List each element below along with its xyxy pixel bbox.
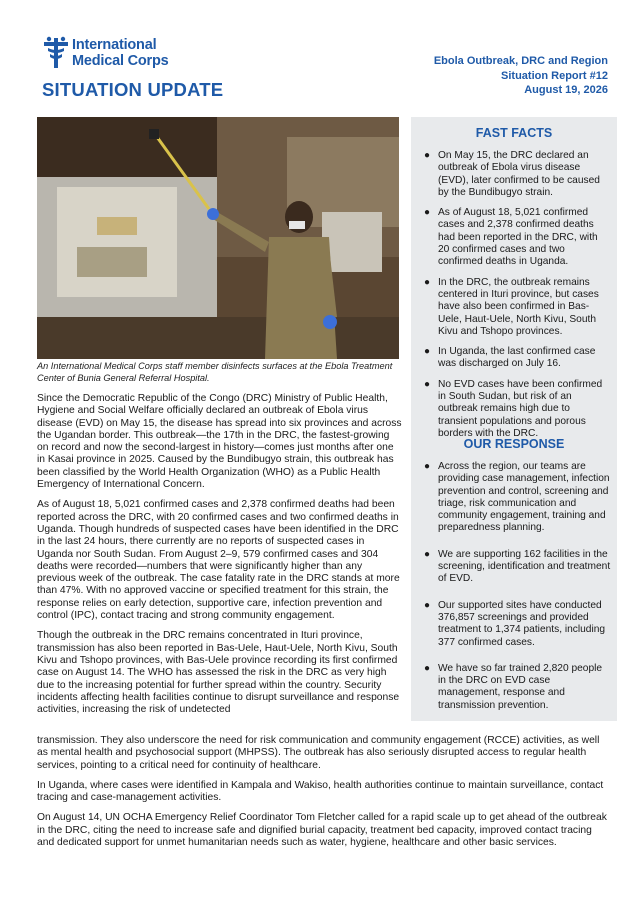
body-paragraph: On August 14, UN OCHA Emergency Relief Coordinator Tom Fletcher called for a rapid scale up to get ahead of the outbreak in the DRC, citing the need to increase safe and dignified burial capacity, treatment bed capacity, improved contact tracing and dedicated support for unmet humanitarian needs such as water, hygiene, healthcare and other basic services.	[37, 812, 607, 849]
fast-fact-item	[411, 150, 617, 199]
fast-facts-list	[411, 150, 617, 448]
response-item	[411, 663, 617, 712]
sidebar-panel	[411, 117, 617, 721]
fast-fact-item	[411, 346, 617, 371]
fast-fact-text: In Uganda, the last confirmed case was discharged on July 16.	[438, 346, 596, 370]
response-text: We are supporting 162 facilities in the screening, identification and treatment of EVD.	[438, 548, 611, 585]
fast-fact-text: In the DRC, the outbreak remains centered in Ituri province, but cases have also been confirmed in Bas-Uele, Haut-Uele, North Kivu, South Kivu and Tshopo provinces.	[438, 276, 599, 337]
bullet-icon: ●	[424, 548, 431, 560]
response-item	[411, 600, 617, 649]
body-paragraph: transmission. They also underscore the need for risk communication and community engagement (RCCE) activities, as well as mental health and psychosocial support (MHPSS). The outbreak has also seriously disrupted access to regular health services, pointing to a critical need for continuity of healthcare.	[37, 735, 600, 771]
fast-fact-item	[411, 277, 617, 338]
page-title: SITUATION UPDATE	[42, 79, 224, 100]
response-item	[411, 461, 617, 535]
header-photo	[37, 117, 399, 359]
response-text: Across the region, our teams are providing case management, infection prevention and control, screening and triage, risk communication and community engagement, training and preparedness planning.	[438, 461, 610, 534]
body-paragraph: In Uganda, where cases were identified in Kampala and Wakiso, health authorities continue to maintain surveillance, contact tracing and case-management activities.	[37, 779, 604, 804]
org-name-line2: Medical Corps	[72, 53, 169, 69]
body-paragraph: As of August 18, 5,021 confirmed cases and 2,378 confirmed deaths had been reported across the DRC, with 20 confirmed cases and two confirmed deaths in Uganda. Though hundreds of suspected cases have been identified in the DRC in the last 24 hours, there currently are no reports of suspected cases in Uganda nor South Sudan. From August 2–9, 579 confirmed cases and 304 deaths were recorded—numbers that were significantly higher than any previous week of the outbreak. The case fatality rate in the DRC stands at more than 47%. With no approved vaccine or specified treatment for this strain, the response relies on early detection, supportive care, infection prevention and control (IPC), contact tracing and strong community engagement.	[37, 499, 400, 622]
bullet-icon: ●	[424, 461, 431, 472]
fast-fact-text: No EVD cases have been confirmed in South Sudan, but risk of an outbreak remains high due to transient populations and porous borders with the DRC.	[438, 378, 603, 439]
fast-fact-item	[411, 207, 617, 268]
response-item	[411, 549, 617, 586]
report-subject: Ebola Outbreak, DRC and Region	[433, 55, 608, 67]
bullet-icon: ●	[424, 378, 431, 390]
report-date: August 19, 2026	[524, 84, 608, 96]
fast-fact-text: On May 15, the DRC declared an outbreak of Ebola virus disease (EVD), later confirmed to be caused by the Bundibugyo strain.	[438, 150, 600, 198]
body-paragraph: Since the Democratic Republic of the Congo (DRC) Ministry of Public Health, Hygiene and Social Welfare officially declared an outbreak of Ebola virus disease (EVD) on May 15, the disease has spread into six provinces and across the Ugandan border. This outbreak—the 17th in the DRC, the fastest-growing on record and now the second-largest in history—comes just months after one in Kasai province in 2025. Caused by the Bundibugyo strain, this outbreak has been classified by the World Health Organization (WHO) as a Public Health Emergency of International Concern.	[37, 393, 402, 491]
response-text: We have so far trained 2,820 people in the DRC on EVD case management, response and transmission prevention.	[438, 662, 603, 711]
our-response-title: OUR RESPONSE	[463, 437, 565, 451]
body-full-width	[37, 735, 607, 857]
bullet-icon: ●	[424, 276, 431, 288]
bullet-icon: ●	[424, 662, 431, 674]
response-text: Our supported sites have conducted 376,857 screenings and provided treatment to 1,374 patients, including 377 confirmed cases.	[438, 599, 606, 648]
fast-fact-text: As of August 18, 5,021 confirmed cases and 2,378 confirmed deaths had been reported in the DRC, with 20 confirmed cases and two confirmed deaths in Uganda.	[438, 207, 598, 268]
bullet-icon: ●	[424, 346, 431, 358]
bullet-icon: ●	[424, 150, 431, 161]
photo-caption: An International Medical Corps staff member disinfects surfaces at the Ebola Treatment Center of Bunia General Referral Hospital.	[37, 361, 393, 383]
report-meta	[434, 54, 608, 98]
our-response-list	[411, 461, 617, 726]
bullet-icon: ●	[424, 207, 431, 219]
org-name	[72, 37, 169, 69]
org-name-line1: International	[72, 37, 157, 53]
body-column	[37, 393, 403, 724]
staff-disinfecting-photo	[37, 117, 399, 359]
logo-emblem-icon	[42, 36, 70, 70]
report-number: Situation Report #12	[501, 69, 608, 82]
bullet-icon: ●	[424, 599, 431, 611]
body-paragraph: Though the outbreak in the DRC remains concentrated in Ituri province, transmission has also been reported in Bas-Uele, Haut-Uele, North Kivu, South Kivu and Tshopo provinces, with Bas-Uele province recording its first confirmed case on August 14. The WHO has assessed the risk in the DRC as very high due to the increasing potential for further spread within the country. Security incidents affecting health facilities continue to disrupt surveillance and response activities, increasing the risk of undetected	[37, 630, 400, 716]
org-logo	[42, 36, 222, 72]
fast-facts-title: FAST FACTS	[475, 126, 553, 140]
fast-fact-item	[411, 379, 617, 440]
